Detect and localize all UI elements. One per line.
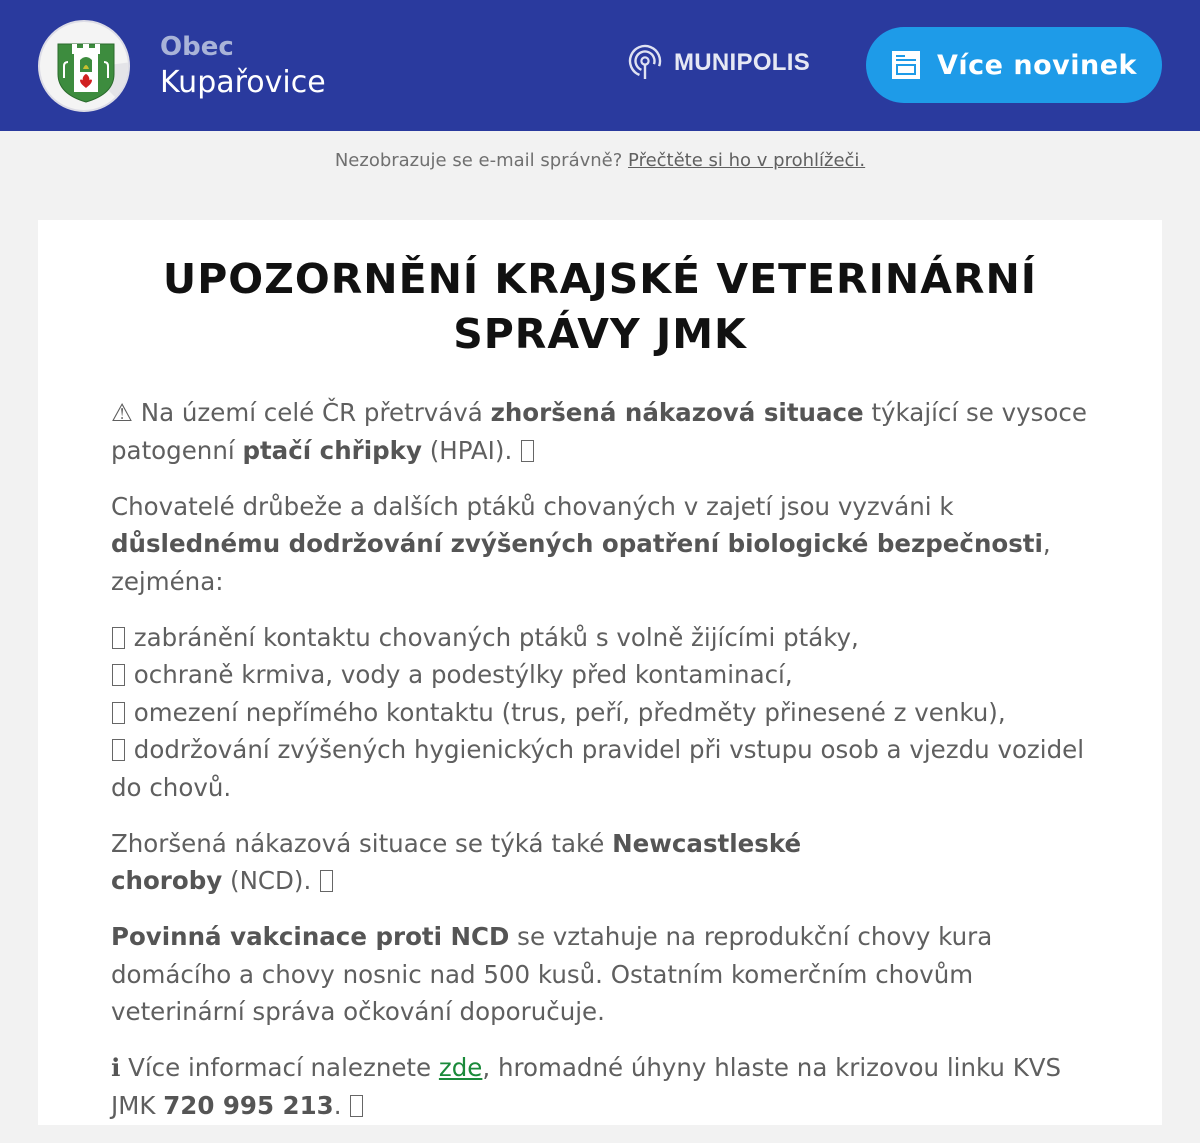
text: Více informací naleznete xyxy=(120,1053,439,1082)
text: (HPAI). xyxy=(421,435,521,465)
munipolis-logo[interactable] xyxy=(626,44,810,82)
brand xyxy=(160,30,326,102)
text: Chovatelé drůbeže a dalších ptáků chovaných v zajetí jsou vyzváni k xyxy=(111,491,954,521)
paragraph-info xyxy=(111,1049,1091,1124)
emphasis: ptačí chřipky xyxy=(242,435,422,465)
measure-item: ochraně krmiva, vody a podestýlky před kontaminací, xyxy=(126,660,793,689)
warning-icon: ⚠ xyxy=(111,398,133,427)
bullet-icon xyxy=(112,627,125,649)
article-card xyxy=(38,220,1162,1125)
emphasis: důslednému dodržování zvýšených opatření biologické bezpečnosti xyxy=(111,529,1043,558)
measures-list xyxy=(111,619,1091,807)
measure-item: omezení nepřímého kontaktu (trus, peří, předměty přinesené z venku), xyxy=(126,697,1006,727)
text: Zhoršená nákazová situace se týká také xyxy=(111,828,613,858)
more-news-button[interactable] xyxy=(866,27,1162,103)
paragraph-appeal xyxy=(111,488,1091,601)
munipolis-label: MUNIPOLIS xyxy=(674,49,811,76)
brand-prefix: Obec xyxy=(160,32,234,62)
text: týkající se vysoce patogenní xyxy=(111,398,1087,465)
notice-text: Nezobrazuje se e-mail správně? xyxy=(334,150,623,171)
article-body xyxy=(111,394,1091,1143)
measure-item: zabránění kontaktu chovaných ptáků s volně žijícími ptáky, xyxy=(126,622,859,652)
title-line-2: SPRÁVY JMK xyxy=(453,310,747,358)
paragraph-ncd xyxy=(111,825,871,900)
municipality-logo[interactable] xyxy=(38,20,130,112)
emphasis: Povinná vakcinace proti NCD xyxy=(111,922,510,951)
paragraph-vaccination xyxy=(111,918,1091,1031)
article-title xyxy=(38,252,1162,362)
text: se vztahuje na reprodukční chovy kura domácího a chovy nosnic nad 500 kusů. Ostatním komerčním chovům veterinární správa očkování doporučuje. xyxy=(111,922,993,1026)
measure-item: dodržování zvýšených hygienických pravidel při vstupu osob a vjezdu vozidel do chovů. xyxy=(111,735,1085,802)
view-in-browser-link[interactable]: Přečtěte si ho v prohlížeči. xyxy=(628,150,866,171)
text: Na území celé ČR přetrvává xyxy=(132,398,491,427)
text: . xyxy=(333,1090,350,1120)
paragraph-hpai xyxy=(111,394,1091,469)
emphasis: zhoršená nákazová situace xyxy=(490,398,864,427)
emoji-placeholder-icon xyxy=(320,870,333,892)
title-line-1: UPOZORNĚNÍ KRAJSKÉ VETERINÁRNÍ xyxy=(162,255,1038,303)
newspaper-icon xyxy=(891,50,921,80)
more-news-label: Více novinek xyxy=(937,49,1137,81)
emoji-placeholder-icon xyxy=(521,440,534,462)
emphasis: Newcastleské choroby xyxy=(111,828,802,895)
hotline-number: 720 995 213 xyxy=(163,1090,334,1120)
text: , zejména: xyxy=(111,529,1051,596)
bullet-icon xyxy=(112,702,125,724)
more-info-link[interactable]: zde xyxy=(438,1053,483,1082)
info-icon: ℹ xyxy=(111,1053,121,1082)
bullet-icon xyxy=(112,664,125,686)
brand-name: Kupařovice xyxy=(160,65,326,100)
emoji-placeholder-icon xyxy=(350,1095,363,1117)
broadcast-icon xyxy=(626,44,664,82)
bullet-icon xyxy=(112,739,125,761)
view-in-browser-notice xyxy=(0,150,1200,171)
text: (NCD). xyxy=(222,866,320,895)
coat-of-arms-icon xyxy=(40,22,130,112)
text: , hromadné úhyny hlaste na krizovou linku KVS JMK xyxy=(111,1053,1062,1120)
header xyxy=(0,0,1200,131)
